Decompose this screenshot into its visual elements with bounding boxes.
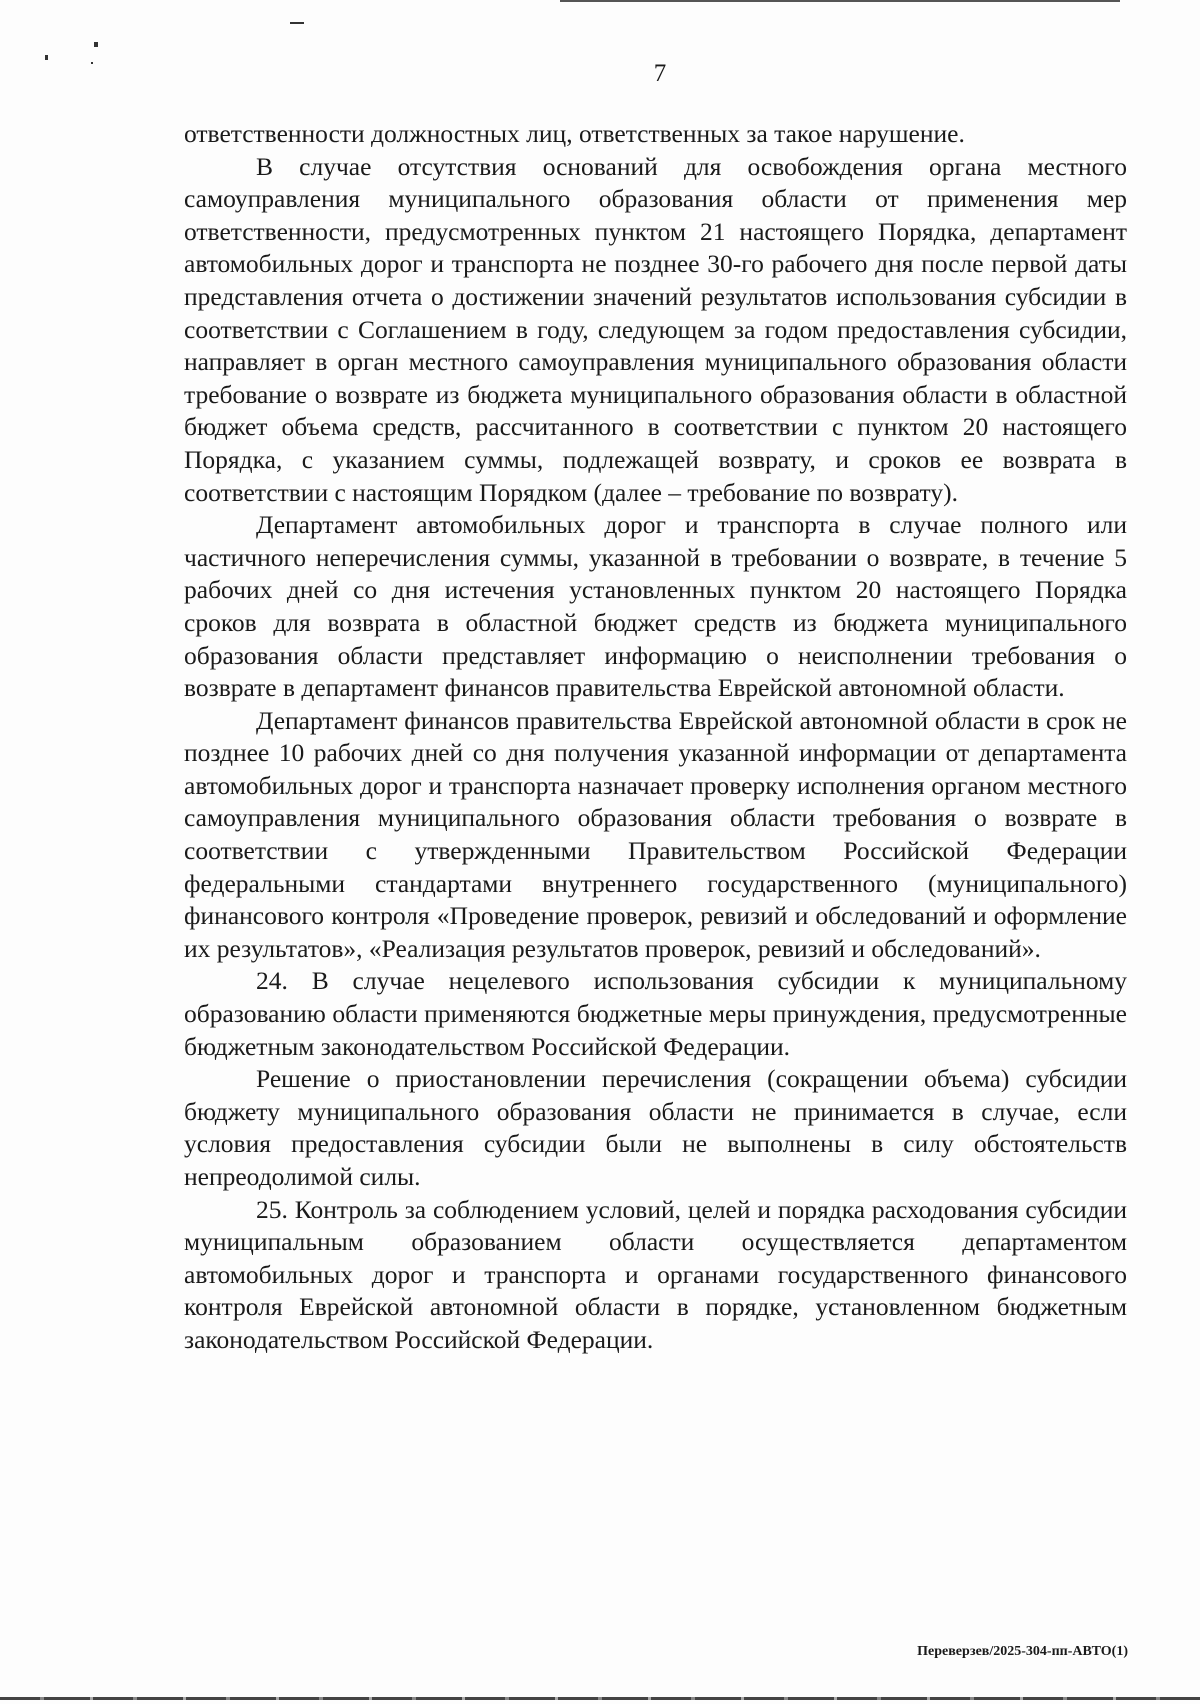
- scan-bottom-edge: [0, 1697, 1200, 1700]
- document-body: [184, 118, 1127, 1357]
- document-reference: Переверзев/2025-304-пп-АВТО(1): [917, 1644, 1128, 1659]
- paragraph: В случае отсутствия оснований для освобождения органа местного самоуправления муниципального образования области от применения мер ответственности, предусмотренных пунктом 21 настоящего Порядка, департамент автомобильных дорог и транспорта не позднее 30-го рабочего дня после первой даты представления отчета о достижении значений результатов использования субсидии в соответствии с Соглашением в году, следующем за годом предоставления субсидии, направляет в орган местного самоуправления муниципального образования области требование о возврате из бюджета муниципального образования области в областной бюджет объема средств, рассчитанного в соответствии с пунктом 20 настоящего Порядка, с указанием суммы, подлежащей возврату, и сроков ее возврата в соответствии с настоящим Порядком (далее – требование по возврату).: [184, 151, 1127, 507]
- scan-top-edge: [560, 0, 1120, 2]
- paragraph: ответственности должностных лиц, ответственных за такое нарушение.: [184, 119, 965, 148]
- scan-speck: [290, 22, 304, 24]
- paragraph: 24. В случае нецелевого использования субсидии к муниципальному образованию области применяются бюджетные меры принуждения, предусмотренные бюджетным законодательством Российской Федерации.: [184, 966, 1127, 1061]
- paragraph: Департамент автомобильных дорог и транспорта в случае полного или частичного неперечисления суммы, указанной в требовании о возврате, в течение 5 рабочих дней со дня истечения установленных пунктом 20 настоящего Порядка сроков для возврата в областной бюджет средств из бюджета муниципального образования области представляет информацию о неисполнении требования о возврате в департамент финансов правительства Еврейской автономной области.: [184, 510, 1127, 703]
- page-number: 7: [653, 60, 667, 87]
- paragraph: Департамент финансов правительства Еврейской автономной области в срок не позднее 10 рабочих дней со дня получения указанной информации от департамента автомобильных дорог и транспорта назначает проверку исполнения органом местного самоуправления муниципального образования области требования о возврате в соответствии с утвержденными Правительством Российской Федерации федеральными стандартами внутреннего государственного (муниципального) финансового контроля «Проведение проверок, ревизий и обследований и оформление их результатов», «Реализация результатов проверок, ревизий и обследований».: [184, 705, 1127, 963]
- paragraph: Решение о приостановлении перечисления (сокращении объема) субсидии бюджету муниципального образования области не принимается в случае, если условия предоставления субсидии были не выполнены в силу обстоятельств непреодолимой силы.: [184, 1064, 1127, 1191]
- scan-speck: [94, 42, 98, 47]
- paragraph: 25. Контроль за соблюдением условий, целей и порядка расходования субсидии муниципальным образованием области осуществляется департаментом автомобильных дорог и транспорта и органами государственного финансового контроля Еврейской автономной области в порядке, установленном бюджетным законодательством Российской Федерации.: [184, 1194, 1127, 1354]
